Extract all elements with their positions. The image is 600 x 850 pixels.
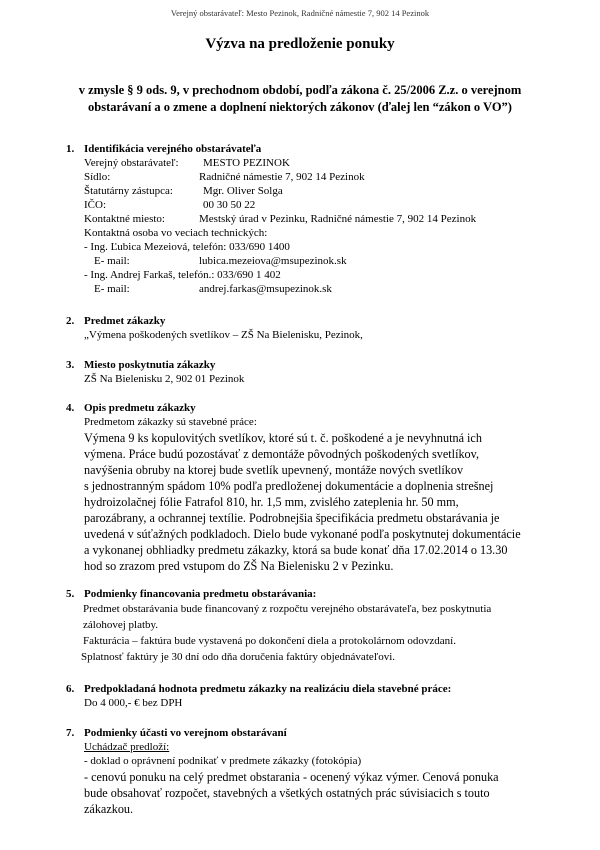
row-kontaktne-miesto: [84, 212, 476, 226]
section-number: 7.: [66, 727, 75, 739]
subtitle-line-2: obstarávaní a o zmene a doplnení niektorých zákonov (ďalej len “zákon o VO”): [88, 100, 512, 114]
row-label: Verejný obstarávateľ:: [84, 157, 179, 169]
condition-line: zákazkou.: [84, 802, 134, 816]
email-link[interactable]: lubica.mezeiova@msupezinok.sk: [199, 255, 347, 267]
desc-line: výmena. Práce budú pozostávať z demontáže pôvodných poškodených svetlíkov,: [84, 447, 479, 461]
section-heading: Podmienky účasti vo verejnom obstarávaní: [84, 727, 287, 739]
section-text: ZŠ Na Bielenisku 2, 902 01 Pezinok: [84, 373, 245, 385]
section-heading: Identifikácia verejného obstarávateľa: [84, 143, 262, 155]
contact-2-name: - Ing. Andrej Farkaš, telefón.: 033/690 1 402: [84, 269, 281, 281]
section-number: 4.: [66, 402, 75, 414]
section-number: 5.: [66, 588, 75, 600]
row-label: Sídlo:: [84, 171, 111, 183]
contact-2-email-row: [84, 282, 332, 296]
section-number: 2.: [66, 315, 75, 327]
desc-line: Výmena 9 ks kopulovitých svetlíkov, ktoré sú t. č. poškodené a je nevyhnutná ich: [84, 431, 482, 445]
subtitle-line-1: v zmysle § 9 ods. 9, v prechodnom období, podľa zákona č. 25/2006 Z.z. o verejnom: [78, 83, 522, 97]
row-obstaravatel: [84, 156, 290, 170]
finance-line: Fakturácia – faktúra bude vystavená po dokončení diela a protokolárnom odovzdaní.: [83, 635, 456, 647]
section-heading: Predmet zákazky: [84, 315, 166, 327]
desc-line: hod so zrazom pred vstupom do ZŠ Na Bielenisku 2 v Pezinku.: [84, 559, 394, 573]
header-line: Verejný obstarávateľ: Mesto Pezinok, Radničné námestie 7, 902 14 Pezinok: [170, 8, 430, 18]
section-number: 3.: [66, 359, 75, 371]
section-heading: Miesto poskytnutia zákazky: [84, 359, 216, 371]
section-number: 6.: [66, 683, 75, 695]
desc-line: Predmetom zákazky sú stavebné práce:: [84, 416, 257, 428]
email-label: E- mail:: [94, 283, 130, 295]
row-label: IČO:: [84, 199, 106, 211]
row-ico: [84, 198, 255, 212]
row-value: MESTO PEZINOK: [203, 157, 290, 169]
condition-line: - cenovú ponuku na celý predmet obstarania - ocenený výkaz výmer. Cenová ponuka: [84, 770, 499, 784]
section-heading: Podmienky financovania predmetu obstarávania:: [84, 588, 317, 600]
row-value: 00 30 50 22: [203, 199, 256, 211]
desc-line: parozábrany, a ochrannej textílie. Podrobnejšia špecifikácia predmetu obstarávania je: [84, 511, 500, 525]
email-label: E- mail:: [94, 255, 130, 267]
email-link[interactable]: andrej.farkas@msupezinok.sk: [199, 283, 332, 295]
row-label: Kontaktné miesto:: [84, 213, 165, 225]
desc-line: a vykonanej obhliadky predmetu zákazky, ktorá sa bude konať dňa 17.02.2014 o 13.30: [84, 543, 508, 557]
section-heading: Opis predmetu zákazky: [84, 402, 196, 414]
row-value: Mgr. Oliver Solga: [203, 185, 283, 197]
finance-line: zálohovej platby.: [83, 619, 159, 631]
row-sidlo: [84, 170, 365, 184]
row-value: Radničné námestie 7, 902 14 Pezinok: [199, 171, 365, 183]
finance-line: Predmet obstarávania bude financovaný z rozpočtu verejného obstarávateľa, bez poskytnutia: [83, 603, 492, 615]
section-heading: Predpokladaná hodnota predmetu zákazky na realizáciu diela stavebné práce:: [84, 683, 452, 695]
contact-1-name: - Ing. Ľubica Mezeiová, telefón: 033/690 1400: [84, 241, 290, 253]
row-value: Mestský úrad v Pezinku, Radničné námestie 7, 902 14 Pezinok: [199, 213, 477, 225]
section-number: 1.: [66, 143, 75, 155]
desc-line: uvedená v súťažných podkladoch. Dielo bude vykonané podľa poskytnutej dokumentácie: [84, 527, 521, 541]
contact-title: Kontaktná osoba vo veciach technických:: [84, 227, 268, 239]
row-label: Štatutárny zástupca:: [84, 185, 173, 197]
desc-line: s jednostranným spádom 10% podľa predloženej dokumentácie a doplnenia strešnej: [84, 479, 494, 493]
row-statutar: [84, 184, 283, 198]
condition-line: - doklad o oprávnení podnikať v predmete zákazky (fotokópia): [84, 755, 362, 767]
desc-line: hydroizolačnej fólie Fatrafol 810, hr. 1,5 mm, zvislého zateplenia hr. 50 mm,: [84, 495, 459, 509]
finance-line: Splatnosť faktúry je 30 dní odo dňa doručenia faktúry objednávateľovi.: [81, 651, 396, 663]
page-title: Výzva na predloženie ponuky: [205, 36, 395, 52]
condition-line: bude obsahovať rozpočet, stavebných a všetkých ostatných prác súvisiacich s touto: [84, 786, 490, 800]
contact-1-email-row: [84, 254, 347, 268]
desc-line: navýšenia obruby na ktorej bude svetlík upevnený, montáže nových svetlíkov: [84, 463, 464, 477]
section-text: Do 4 000,- € bez DPH: [84, 697, 183, 709]
subtitle: [40, 82, 560, 116]
subheading: Uchádzač predloží:: [84, 741, 170, 753]
section-text: „Výmena poškodených svetlíkov – ZŠ Na Bielenisku, Pezinok,: [84, 329, 363, 341]
